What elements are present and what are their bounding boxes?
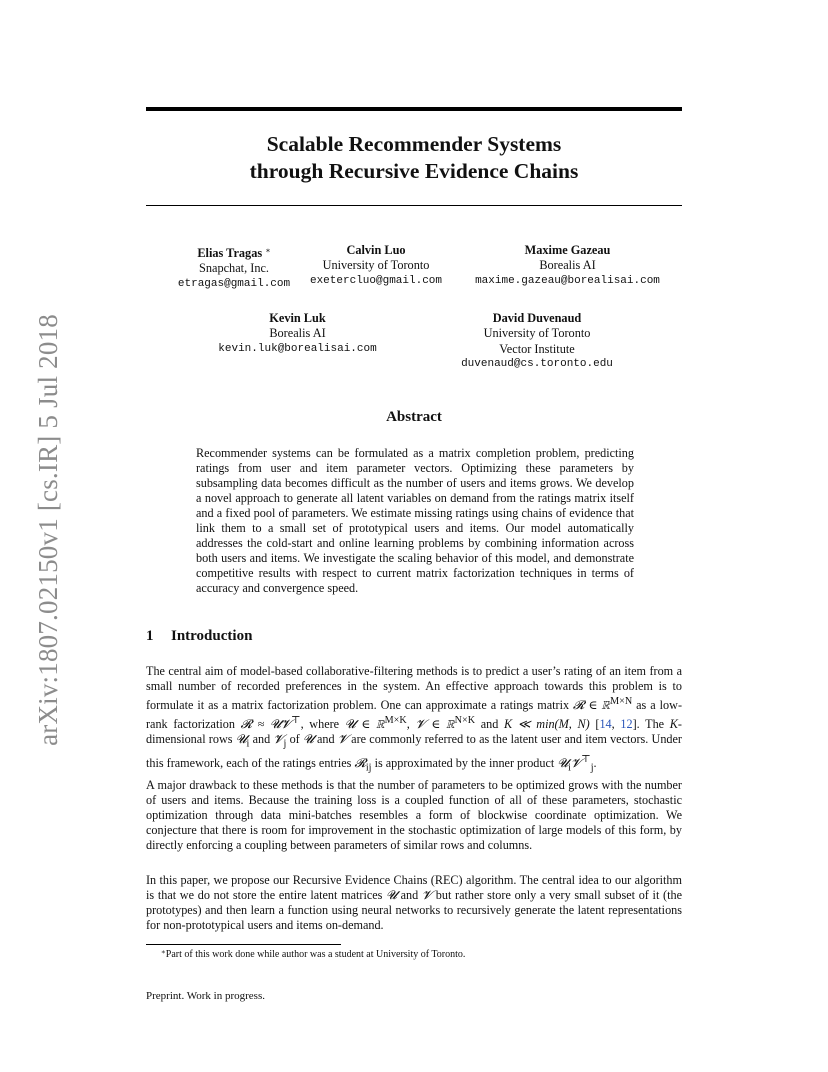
title-bottom-rule: [146, 205, 682, 206]
footnote: [161, 948, 465, 960]
author-affiliation: Snapchat, Inc.: [199, 261, 269, 276]
section-title: Introduction: [171, 628, 253, 644]
title-line-1: Scalable Recommender Systems: [266, 132, 562, 156]
arxiv-stamp: arXiv:1807.02150v1 [cs.IR] 5 Jul 2018: [33, 314, 63, 746]
preprint-note: Preprint. Work in progress.: [146, 990, 265, 1002]
citation-link[interactable]: 12: [620, 717, 633, 732]
citation-link[interactable]: 14: [599, 717, 612, 732]
author-affiliation: University of Toronto: [322, 258, 430, 273]
author-affiliation: Borealis AI: [269, 326, 326, 341]
author-block: [154, 243, 314, 292]
author-block: [447, 311, 627, 372]
section-number: 1: [146, 628, 154, 644]
author-block: [465, 243, 670, 289]
section-heading: [146, 628, 252, 645]
author-name: David Duvenaud: [492, 311, 582, 325]
intro-paragraph-3: In this paper, we propose our Recursive Evidence Chains (REC) algorithm. The central idea to our algorithm is that we do not store the entire latent matrices 𝓤 and 𝓥 but rather store only a very small subset of it (the prototypes) and then learn a function using neural networks to recursively generate the latent representations for non-prototypical users and items on-demand.: [146, 873, 682, 932]
author-affiliation: Vector Institute: [499, 341, 575, 356]
author-affiliation: University of Toronto: [483, 326, 591, 341]
author-email: kevin.luk@borealisai.com: [218, 342, 377, 355]
title-top-rule: [146, 107, 682, 111]
author-affiliation: Borealis AI: [539, 258, 596, 273]
footnote-text: Part of this work done while author was a student at University of Toronto.: [165, 949, 466, 960]
author-email: etragas@gmail.com: [177, 277, 291, 290]
author-block: [210, 311, 385, 357]
paper-title: [146, 131, 682, 185]
author-email: duvenaud@cs.toronto.edu: [461, 357, 613, 370]
footnote-marker: ∗: [161, 948, 166, 956]
author-block: [296, 243, 456, 289]
author-name: Calvin Luo: [346, 243, 406, 257]
footnote-rule: [146, 944, 341, 945]
footnote-marker: ∗: [265, 246, 271, 255]
author-name: Elias Tragas: [197, 246, 263, 260]
author-name: Maxime Gazeau: [524, 243, 611, 257]
author-email: maxime.gazeau@borealisai.com: [475, 274, 660, 287]
author-name: Kevin Luk: [269, 311, 326, 325]
title-line-2: through Recursive Evidence Chains: [249, 159, 579, 183]
abstract-heading: Abstract: [386, 409, 442, 425]
abstract-text: Recommender systems can be formulated as a matrix completion problem, predicting ratings from user and item parameter vectors. Optimizing these parameters by subsampling data becomes difficult as the number of users and items grows. We develop a novel approach to generate all latent variables on demand from the ratings matrix itself and a fixed pool of parameters. We estimate missing ratings using chains of evidence that link them to a small set of prototypical users and items. Our model automatically addresses the cold-start and online learning problems by combining information across both users and items. We investigate the scaling behavior of this model, and demonstrate competitive results with respect to current matrix factorization techniques in terms of accuracy and convergence speed.: [196, 446, 634, 595]
intro-paragraph-1: The central aim of model-based collaborative-filtering methods is to predict a user’s rating of an item from a small number of recorded preferences in the system. An effective approach towards this problem is to formulate it as a matrix factorization problem. One can approximate a ratings matrix 𝓡 ∈ ℝ$^{M\times N}$ as a low-rank factorization 𝓡 ≈ 𝓤𝓥⊤, where 𝓤 ∈ ℝ$^{M\times K}$, 𝓥 ∈ ℝ$^{N\times K}$ and K ≪ min(M, N) [14, 12]. The K-dimensional rows 𝓤$_i$ and 𝓥$_j$ of 𝓤 and 𝓥 are commonly referred to as the latent user and item vectors. Under this framework, each of the ratings entries 𝓡$_{ij}$ is approximated by the inner product 𝓤$_i$𝓥⊤$_j$.: [146, 664, 683, 774]
author-email: exetercluo@gmail.com: [309, 274, 443, 287]
intro-paragraph-2: A major drawback to these methods is that the number of parameters to be optimized grows with the number of users and items. Because the training loss is a coupled function of all of these parameters, stochastic optimization through data mini-batches resembles a form of blockwise coordinate optimization. We conjecture that there is room for improvement in the stochastic optimization of large models of this form, by directly enforcing a coupling between parameters of similar rows and columns.: [146, 778, 682, 852]
